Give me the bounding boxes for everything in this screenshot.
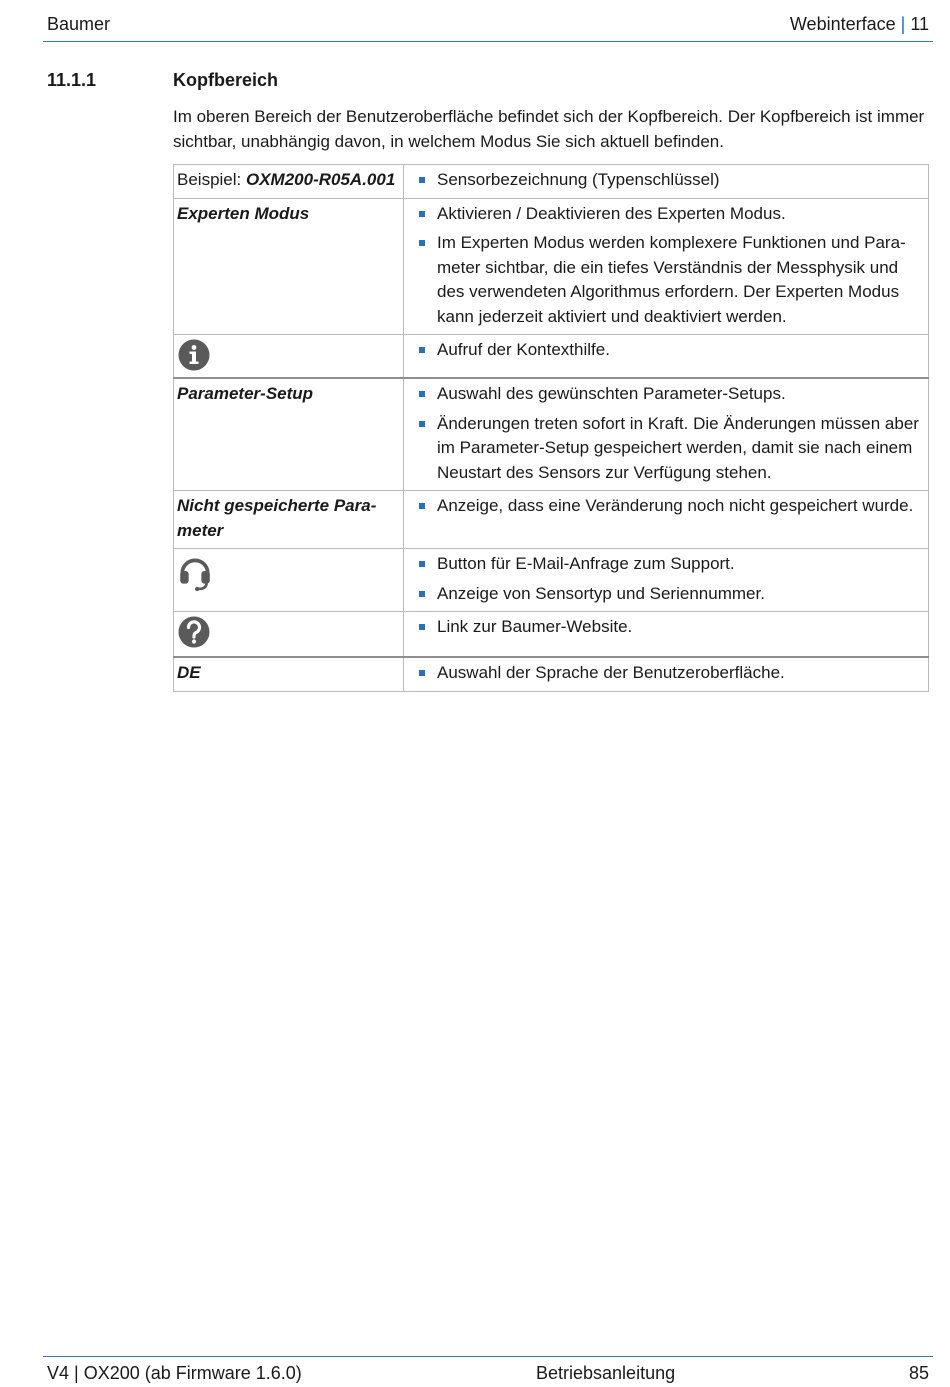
table-cell-description — [404, 612, 929, 658]
header-rule — [43, 41, 933, 42]
bullet-item: Änderungen treten sofort in Kraft. Die Änderungen müssen aber im Parameter-Setup gespeichert werden, damit sie nach einem Neustart des Sensors zur Verfügung stehen. — [407, 412, 922, 486]
bullet-list — [407, 552, 922, 606]
info-icon — [177, 338, 211, 372]
bullet-list — [407, 168, 922, 193]
bullet-list — [407, 494, 922, 519]
footer-page-number: 85 — [908, 1363, 929, 1383]
section-intro: Im oberen Bereich der Benutzeroberfläche befindet sich der Kopfbereich. Der Kopfbereich ist immer sichtbar, unabhängig davon, in welchem Modus Sie sich aktuell befinden. — [173, 107, 925, 151]
table-row — [174, 549, 929, 612]
table-row — [174, 657, 929, 691]
table-cell-term — [174, 657, 404, 691]
table-cell-description — [404, 378, 929, 491]
bullet-list — [407, 382, 922, 485]
term-text: OXM200-R05A.001 — [245, 170, 396, 189]
header-section — [790, 14, 929, 35]
table-cell-description — [404, 335, 929, 379]
bullet-item: Im Experten Modus werden komplexere Funktionen und Parameter sichtbar, die ein tiefes Verständnis der Messphysik und des verwendeten Algorithmus erfordern. Der Experten Modus kann jederzeit aktiviert und deaktiviert werden. — [407, 231, 922, 329]
bullet-item: Sensorbezeichnung (Typenschlüssel) — [407, 168, 922, 193]
header-chapter: 11 — [910, 14, 929, 34]
table-row — [174, 612, 929, 658]
bullet-item: Link zur Baumer-Website. — [407, 615, 922, 640]
header-brand: Baumer — [47, 14, 111, 34]
table-row — [174, 491, 929, 549]
footer-document-type: Betriebsanleitung — [536, 1363, 676, 1383]
table-cell-term — [174, 335, 404, 379]
footer-rule — [43, 1356, 933, 1357]
bullet-item: Anzeige von Sensortyp und Seriennummer. — [407, 582, 922, 607]
header-separator: | — [900, 14, 906, 34]
bullet-item: Aufruf der Kontexthilfe. — [407, 338, 922, 363]
term-text: Experten Modus — [177, 203, 310, 223]
bullet-list — [407, 661, 922, 686]
bullet-item: Anzeige, dass eine Veränderung noch nicht gespeichert wurde. — [407, 494, 922, 519]
section-number: 11.1.1 — [47, 70, 97, 90]
headset-icon — [177, 552, 213, 592]
table-cell-description — [404, 657, 929, 691]
bullet-list — [407, 338, 922, 363]
term-text: DE — [177, 663, 201, 682]
table-cell-description — [404, 165, 929, 199]
table-cell-term — [174, 612, 404, 658]
header-section-title: Webinterface — [789, 14, 896, 34]
table-cell-description — [404, 198, 929, 335]
question-icon — [177, 615, 211, 649]
table-cell-term — [174, 491, 404, 549]
section-title: Kopfbereich — [173, 70, 279, 90]
table-cell-term — [174, 198, 404, 335]
table-cell-term — [174, 378, 404, 491]
table-cell-description — [404, 491, 929, 549]
bullet-item: Auswahl der Sprache der Benutzeroberfläche. — [407, 661, 922, 686]
term-text: Nicht gespeicherte Parameter — [177, 496, 377, 540]
table-row — [174, 165, 929, 199]
table-cell-description — [404, 549, 929, 612]
table-row — [174, 378, 929, 491]
bullet-list — [407, 202, 922, 330]
term-prefix: Beispiel: — [177, 170, 246, 189]
bullet-item: Auswahl des gewünschten Parameter-Setups. — [407, 382, 922, 407]
table-cell-term — [174, 549, 404, 612]
bullet-item: Button für E-Mail-Anfrage zum Support. — [407, 552, 922, 577]
table-row — [174, 335, 929, 379]
header-elements-table — [173, 164, 929, 692]
bullet-list — [407, 615, 922, 640]
bullet-item: Aktivieren / Deaktivieren des Experten Modus. — [407, 202, 922, 227]
table-row — [174, 198, 929, 335]
term-text: Parameter-Setup — [177, 384, 314, 403]
table-cell-term — [174, 165, 404, 199]
footer-document-version: V4 | OX200 (ab Firmware 1.6.0) — [47, 1363, 302, 1383]
